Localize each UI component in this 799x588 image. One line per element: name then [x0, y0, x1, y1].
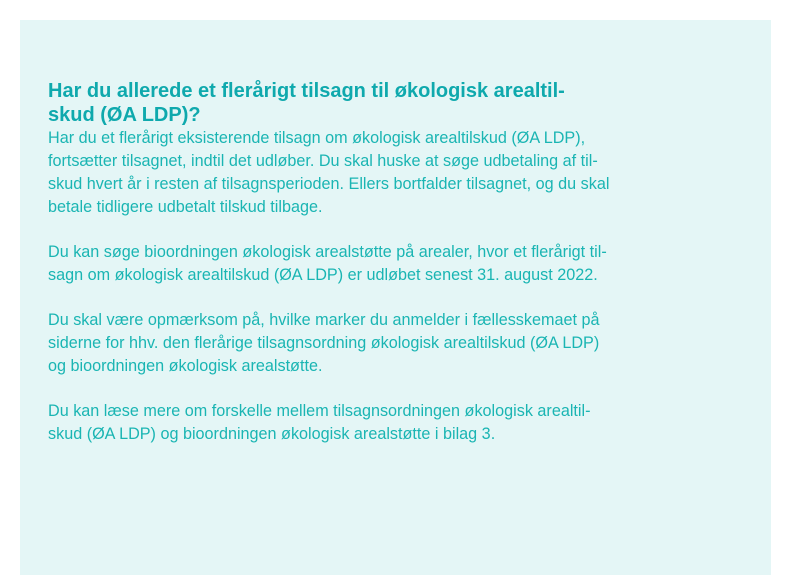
- paragraph-attention: [48, 309, 745, 378]
- paragraph-line: skud (ØA LDP) og bioordningen økologisk arealstøtte i bilag 3.: [48, 425, 496, 443]
- paragraph-line: sagn om økologisk arealtilskud (ØA LDP) er udløbet senest 31. august 2022.: [48, 266, 598, 284]
- paragraph-line: betale tidligere udbetalt tilskud tilbage.: [48, 198, 323, 216]
- heading-line: Har du allerede et flerårigt tilsagn til økologisk arealtil-: [48, 80, 565, 102]
- paragraph-line: siderne for hhv. den flerårige tilsagnsordning økologisk arealtilskud (ØA LDP): [48, 334, 600, 352]
- heading-line: skud (ØA LDP)?: [48, 104, 201, 126]
- info-box-heading: [48, 79, 745, 127]
- paragraph-line: fortsætter tilsagnet, indtil det udløber. Du skal huske at søge udbetaling af til-: [48, 152, 598, 170]
- paragraph-line: Du skal være opmærksom på, hvilke marker du anmelder i fællesskemaet på: [48, 311, 600, 329]
- paragraph-existing-commitment: [48, 127, 745, 219]
- paragraph-line: Du kan læse mere om forskelle mellem tilsagnsordningen økologisk arealtil-: [48, 402, 591, 420]
- paragraph-eco-scheme: [48, 241, 745, 287]
- paragraph-line: og bioordningen økologisk arealstøtte.: [48, 357, 323, 375]
- paragraph-line: skud hvert år i resten af tilsagnsperioden. Ellers bortfalder tilsagnet, og du skal: [48, 175, 610, 193]
- paragraph-read-more: [48, 400, 745, 446]
- paragraph-line: Har du et flerårigt eksisterende tilsagn om økologisk arealtilskud (ØA LDP),: [48, 129, 586, 147]
- info-box: [20, 20, 771, 575]
- paragraph-line: Du kan søge bioordningen økologisk arealstøtte på arealer, hvor et flerårigt til-: [48, 243, 607, 261]
